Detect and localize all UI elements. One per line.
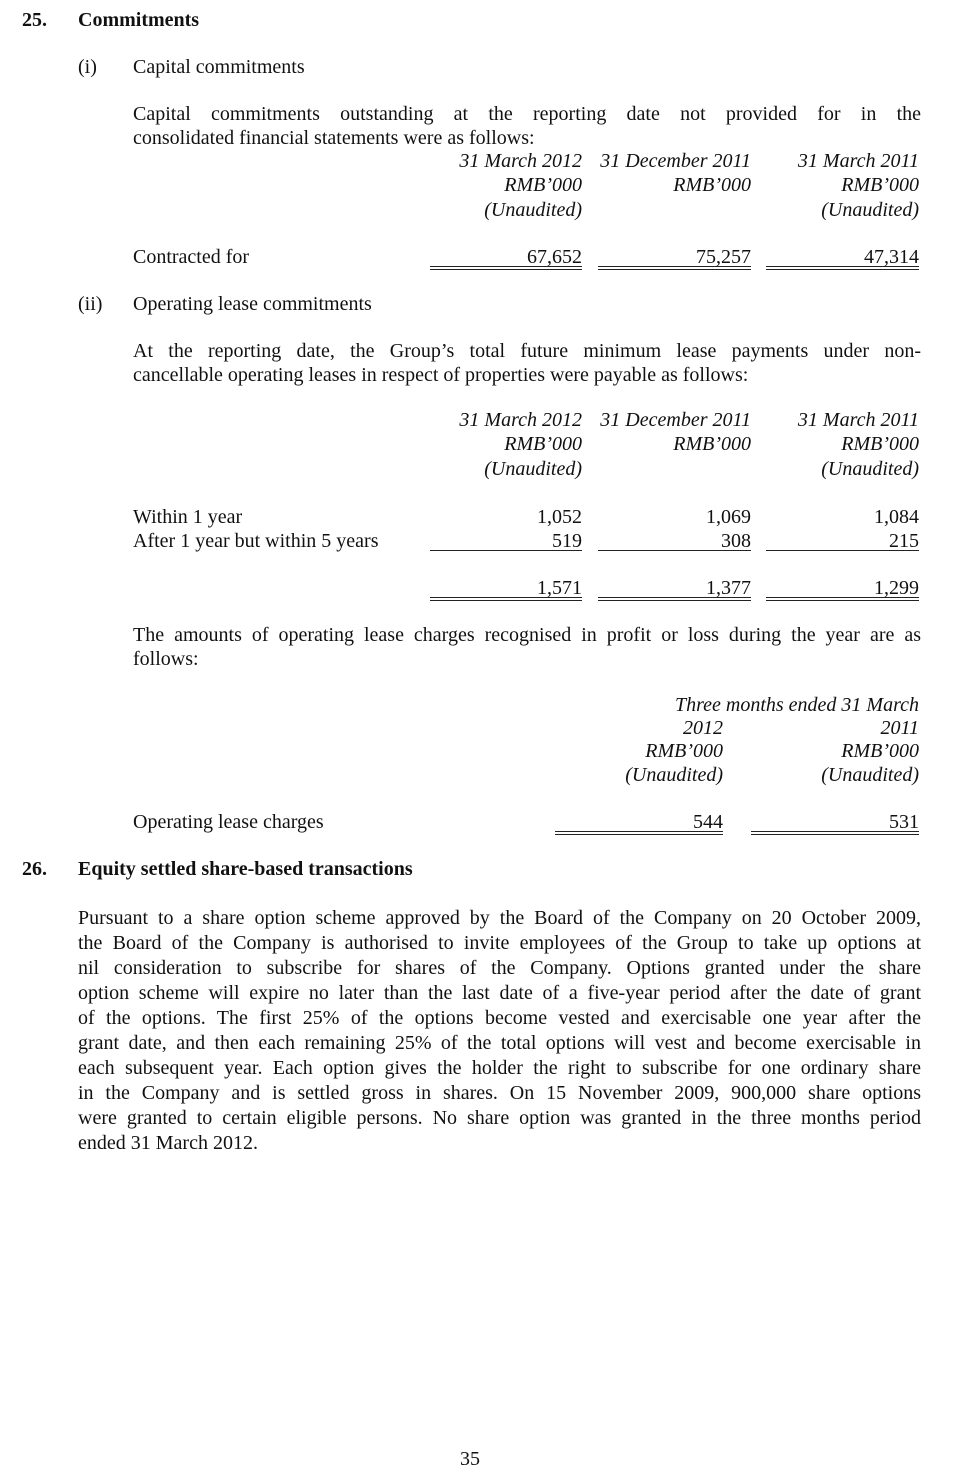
lease-intro-line1: At the reporting date, the Group’s total future minimum lease payments under non- [133,340,921,362]
subsection-ii-title: Operating lease commitments [133,293,372,315]
lease-col2-unit: RMB’000 [673,433,751,455]
lease-col2-date: 31 December 2011 [600,409,751,431]
s26-line-1: Pursuant to a share option scheme approved by the Board of the Company on 20 October 2009, [78,907,921,929]
page-number: 35 [460,1448,480,1470]
s26-line-6: grant date, and then each remaining 25% of the total options will vest and become exercisable in [78,1032,921,1054]
charges-row-label: Operating lease charges [133,811,324,833]
capital-value-col1: 67,652 [527,246,582,268]
capital-double-underline-col2 [598,269,751,270]
charges-value-2011: 531 [889,811,919,833]
section-25-title: Commitments [78,9,200,31]
section-26-title: Equity settled share-based transactions [78,858,413,880]
s26-line-9: were granted to certain eligible persons. No share option was granted in the three months period [78,1107,921,1129]
s26-line-10: ended 31 March 2012. [78,1132,258,1154]
charges-col1-year: 2012 [683,717,723,739]
charges-underline-col2 [751,831,919,832]
subsection-i-label: (i) [78,56,97,78]
lease-row1-label: Within 1 year [133,506,243,528]
lease-col1-note: (Unaudited) [484,458,582,480]
charges-col1-unit: RMB’000 [645,740,723,762]
charges-period-header: Three months ended 31 March [674,694,919,716]
charges-double-underline-col1 [555,834,723,835]
section-26-number: 26. [22,858,47,880]
lease-col1-unit: RMB’000 [504,433,582,455]
s26-line-3: nil consideration to subscribe for shares of the Company. Options granted under the share [78,957,921,979]
lease-row2-col1: 519 [552,530,582,552]
s26-line-5: of the options. The first 25% of the options become vested and exercisable one year after the [78,1007,921,1029]
lease-row2-label: After 1 year but within 5 years [133,530,379,552]
charges-intro-line2: follows: [133,648,199,670]
lease-total-underline-col3 [766,597,919,598]
lease-intro-line2: cancellable operating leases in respect of properties were payable as follows: [133,364,749,386]
lease-total-col1: 1,571 [537,577,582,599]
capital-col3-date: 31 March 2011 [797,150,919,172]
lease-row1-col1: 1,052 [537,506,582,528]
capital-col1-date: 31 March 2012 [459,150,582,172]
lease-subtotal-line-col2 [598,550,751,551]
capital-value-col2: 75,257 [696,246,751,268]
charges-col1-note: (Unaudited) [625,764,723,786]
lease-row2-col2: 308 [721,530,751,552]
lease-total-double-underline-col2 [598,600,751,601]
charges-col2-unit: RMB’000 [841,740,919,762]
lease-col3-note: (Unaudited) [821,458,919,480]
subsection-i-title: Capital commitments [133,56,305,78]
capital-double-underline-col1 [430,269,582,270]
capital-row-label: Contracted for [133,246,250,268]
capital-underline-col3 [766,266,919,267]
capital-intro-line1: Capital commitments outstanding at the reporting date not provided for in the [133,103,921,125]
charges-value-2012: 544 [693,811,723,833]
charges-col2-year: 2011 [880,717,919,739]
lease-total-col3: 1,299 [874,577,919,599]
capital-col1-unit: RMB’000 [504,174,582,196]
capital-double-underline-col3 [766,269,919,270]
charges-double-underline-col2 [751,834,919,835]
s26-line-2: the Board of the Company is authorised to invite employees of the Group to take up options at [78,932,921,954]
lease-subtotal-line-col3 [766,550,919,551]
capital-value-col3: 47,314 [864,246,919,268]
capital-underline-col2 [598,266,751,267]
capital-col3-note: (Unaudited) [821,199,919,221]
capital-underline-col1 [430,266,582,267]
lease-col1-date: 31 March 2012 [459,409,582,431]
capital-col1-note: (Unaudited) [484,199,582,221]
charges-intro-line1: The amounts of operating lease charges recognised in profit or loss during the year are as [133,624,921,646]
lease-total-underline-col1 [430,597,582,598]
lease-col3-date: 31 March 2011 [797,409,919,431]
lease-row1-col3: 1,084 [874,506,919,528]
lease-total-double-underline-col3 [766,600,919,601]
lease-col3-unit: RMB’000 [841,433,919,455]
s26-line-4: option scheme will expire no later than the last date of a five-year period after the date of grant [78,982,921,1004]
capital-col2-date: 31 December 2011 [600,150,751,172]
charges-col2-note: (Unaudited) [821,764,919,786]
lease-total-col2: 1,377 [706,577,751,599]
lease-total-underline-col2 [598,597,751,598]
charges-underline-col1 [555,831,723,832]
lease-row2-col3: 215 [889,530,919,552]
lease-total-double-underline-col1 [430,600,582,601]
section-25-number: 25. [22,9,47,31]
s26-line-8: in the Company and is settled gross in shares. On 15 November 2009, 900,000 share options [78,1082,921,1104]
capital-col3-unit: RMB’000 [841,174,919,196]
s26-line-7: each subsequent year. Each option gives the holder the right to subscribe for one ordinary share [78,1057,921,1079]
lease-subtotal-line-col1 [430,550,582,551]
capital-intro-line2: consolidated financial statements were as follows: [133,127,535,149]
subsection-ii-label: (ii) [78,293,103,315]
lease-row1-col2: 1,069 [706,506,751,528]
capital-col2-unit: RMB’000 [673,174,751,196]
